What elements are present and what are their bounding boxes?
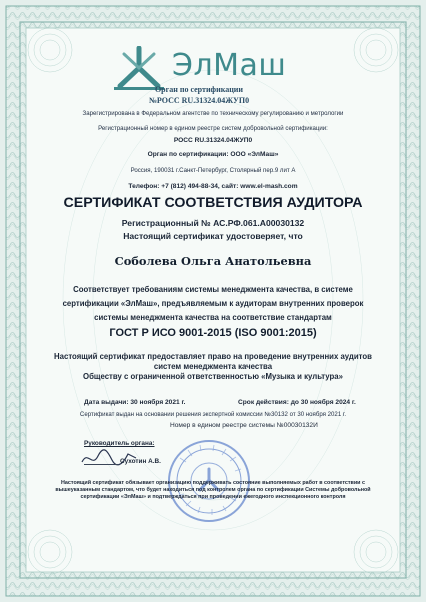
logo-org: Орган по сертификации [154,85,244,94]
registry-entry: Номер в едином реестре системы №00030132И [170,422,318,429]
person-name: Соболева Ольга Анатольевна [114,254,312,268]
logo-name: ЭлМаш [172,48,287,83]
registry-text: Регистрационный номер в едином реестре систем добровольной сертификации: [98,125,328,132]
reg-number: Регистрационный № АС.РФ.061.А00030132 [121,218,305,228]
certificate-title: СЕРТИФИКАТ СООТВЕТСТВИЯ АУДИТОРА [63,195,363,211]
valid-until: Срок действия: до 30 ноября 2024 г. [238,399,356,406]
registry-number: РОСС RU.31324.04ЖУП0 [173,137,253,144]
address: Россия, 190031 г.Санкт-Петербург, Столярный пер.9 лит А [130,167,296,174]
standard: ГОСТ Р ИСО 9001-2015 (ISO 9001:2015) [109,327,317,339]
right-line-2: систем менеджмента качества [153,362,273,371]
certifies-text: Настоящий сертификат удостоверяет, что [123,231,303,241]
body-label: Орган по сертификации: ООО «ЭлМаш» [147,151,279,158]
signatory-name: Сухотин А.В. [120,458,161,465]
logo-reg-number: №РОСС RU.31324.04ЖУП0 [148,96,250,105]
right-line-3: Обществу с ограниченной ответственностью «Музыка и культура» [83,372,343,381]
issue-date: Дата выдачи: 30 ноября 2021 г. [84,399,186,406]
requirement-line-1: Соответствует требованиям системы менеджмента качества, в системе [73,285,353,294]
contacts: Телефон: +7 (812) 494-88-34, сайт: www.el-mash.com [128,183,298,190]
registered-text: Зарегистрирована в Федеральном агентстве по техническому регулированию и метрологии [82,110,344,117]
basis-text: Сертификат выдан на основании решения экспертной комиссии №30132 от 30 ноября 2021 г. [79,411,347,418]
right-line-1: Настоящий сертификат предоставляет право на проведение внутренних аудитов [54,352,372,361]
footer-note: Настоящий сертификат обязывает организацию поддерживать состояние выполняемых работ в соответствии с вышеуказанным стандартом, что будет находиться под контролем органа по сертификации Системы добровольной сертификации «ЭлМаш» и подтверждаться при проведении ежегодного инспекционного контроля [55,480,371,501]
signature-label: Руководитель органа: [84,440,155,447]
requirement-line-2: сертификации «ЭлМаш», предъявляемым к аудиторам внутренних проверок [62,299,364,308]
requirement-line-3: системы менеджмента качества на соответствие стандартам [94,313,332,322]
signature-line [84,464,118,465]
